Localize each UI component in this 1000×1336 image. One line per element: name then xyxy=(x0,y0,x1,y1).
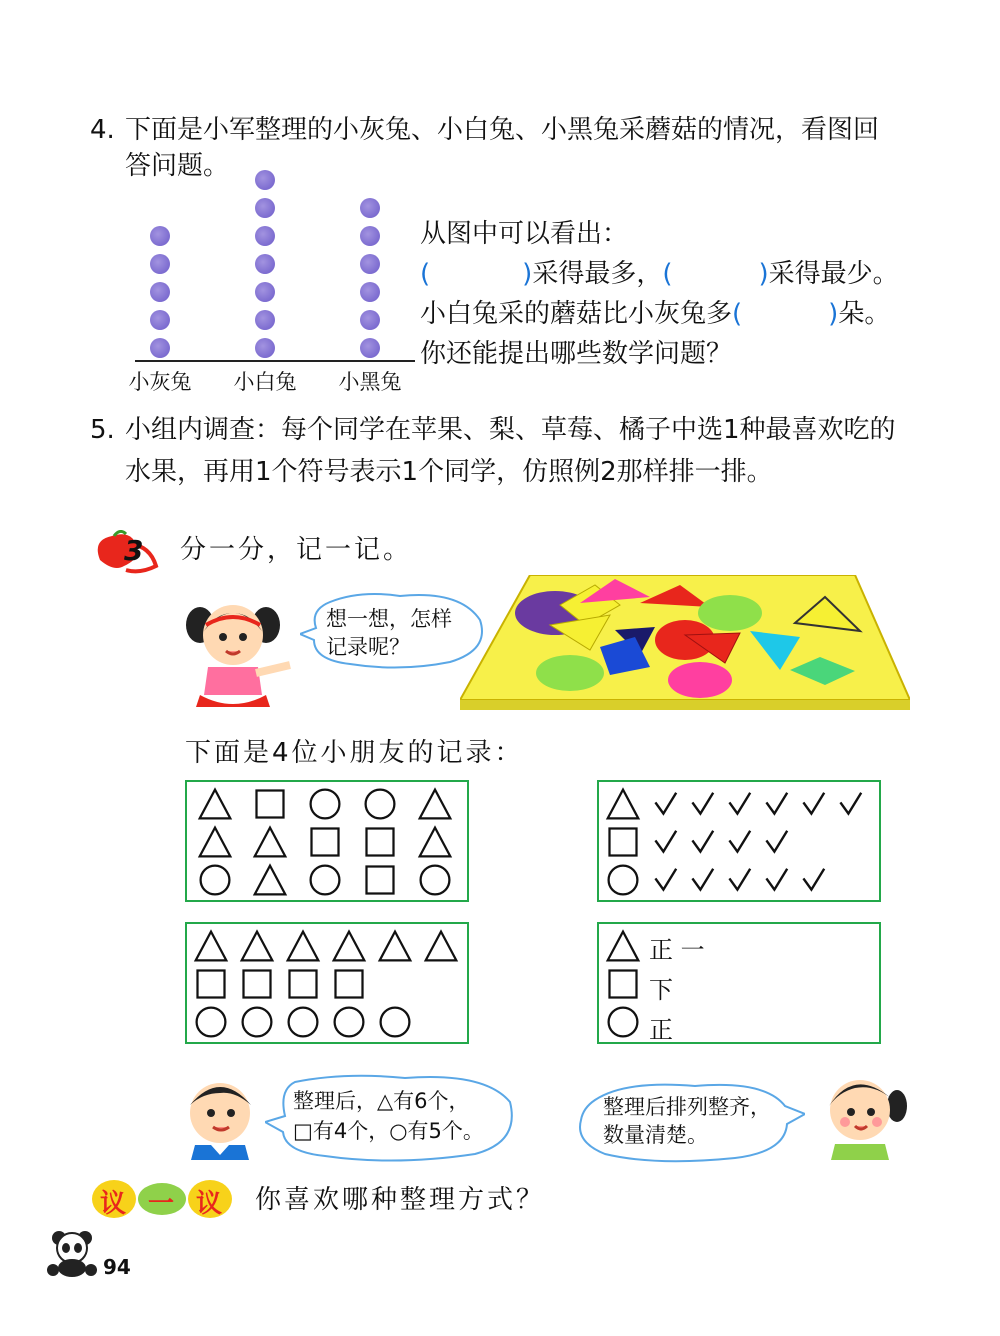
square-icon xyxy=(239,966,275,1002)
circle-icon xyxy=(285,1004,321,1040)
pictograph-dot xyxy=(360,226,380,246)
checkmark-icon xyxy=(760,826,792,858)
girl-pointing-illustration xyxy=(180,595,300,715)
pictograph-dot xyxy=(150,282,170,302)
triangle-icon xyxy=(197,786,233,822)
pictograph-dot xyxy=(255,310,275,330)
checkmark-icon xyxy=(760,864,792,896)
square-icon xyxy=(362,824,398,860)
record-box-4 xyxy=(597,922,881,1044)
q4-extra-question: 你还能提出哪些数学问题？ xyxy=(420,339,733,369)
q4-intro: 从图中可以看出： xyxy=(420,219,629,249)
triangle-icon xyxy=(423,928,459,964)
q4-number: 4. xyxy=(90,115,115,145)
pictograph-dot xyxy=(150,254,170,274)
diff-prefix: 小白兔采的蘑菇比小灰兔多 xyxy=(420,299,733,329)
answer-paren-open: ( xyxy=(420,259,431,289)
discuss-char-2: 一 xyxy=(148,1189,175,1219)
circle-icon xyxy=(377,1004,413,1040)
triangle-icon xyxy=(377,928,413,964)
circle-icon xyxy=(362,786,398,822)
pictograph-dot xyxy=(360,338,380,358)
circle-icon xyxy=(331,1004,367,1040)
triangle-icon xyxy=(285,928,321,964)
square-icon xyxy=(605,824,641,860)
discuss-char-1: 议 xyxy=(100,1189,127,1219)
pictograph-dot xyxy=(360,254,380,274)
answer-paren-close: ) xyxy=(828,299,839,329)
triangle-icon xyxy=(252,862,288,898)
square-icon xyxy=(252,786,288,822)
pictograph-dot xyxy=(360,282,380,302)
record-box-1 xyxy=(185,780,469,902)
square-icon xyxy=(331,966,367,1002)
circle-icon xyxy=(193,1004,229,1040)
answer-paren-open: ( xyxy=(732,299,743,329)
pictograph-dot xyxy=(150,226,170,246)
triangle-icon xyxy=(605,928,641,964)
triangle-icon xyxy=(193,928,229,964)
pictograph-dot xyxy=(255,282,275,302)
circle-icon xyxy=(605,1004,641,1040)
chart-category-label: 小白兔 xyxy=(233,370,297,394)
example-title: 分一分，记一记。 xyxy=(180,535,413,565)
checkmark-icon xyxy=(723,864,755,896)
record-box-2 xyxy=(597,780,881,902)
circle-icon xyxy=(197,862,233,898)
square-icon xyxy=(307,824,343,860)
tally-circle: 正 xyxy=(649,1016,673,1044)
pictograph-dot xyxy=(255,338,275,358)
pictograph-chart xyxy=(120,160,410,394)
example-number: 3 xyxy=(124,534,144,567)
circle-icon xyxy=(239,1004,275,1040)
triangle-icon xyxy=(417,824,453,860)
checkmark-icon xyxy=(649,864,681,896)
discuss-char-3: 议 xyxy=(196,1189,223,1219)
records-intro: 下面是4位小朋友的记录： xyxy=(185,738,524,768)
triangle-icon xyxy=(417,786,453,822)
q5-number: 5. xyxy=(90,415,115,445)
page-number: 94 xyxy=(103,1255,131,1279)
checkmark-icon xyxy=(834,788,866,820)
checkmark-icon xyxy=(760,788,792,820)
checkmark-icon xyxy=(797,864,829,896)
checkmark-icon xyxy=(686,864,718,896)
discuss-badge xyxy=(92,1178,232,1220)
circle-icon xyxy=(307,862,343,898)
least-suffix: 采得最少。 xyxy=(768,259,899,289)
q4-line1: 下面是小军整理的小灰兔、小白兔、小黑兔采蘑菇的情况，看图回 xyxy=(125,115,880,145)
discuss-question: 你喜欢哪种整理方式？ xyxy=(255,1185,546,1215)
girl2-speech-bubble xyxy=(575,1080,805,1165)
triangle-icon xyxy=(605,786,641,822)
checkmark-icon xyxy=(686,826,718,858)
panda-icon xyxy=(45,1228,100,1278)
q4-most-line xyxy=(420,254,899,294)
checkmark-icon xyxy=(723,826,755,858)
girl-bubble-line1: 想一想，怎样 xyxy=(326,607,452,631)
q5-line2: 水果，再用1个符号表示1个同学，仿照例2那样排一排。 xyxy=(125,457,773,487)
pictograph-dot xyxy=(150,310,170,330)
girl-bubble-line2: 记录呢？ xyxy=(326,635,410,659)
boy-bubble-line2: □有4个，○有5个。 xyxy=(293,1119,484,1143)
answer-paren-close: ) xyxy=(522,259,533,289)
triangle-icon xyxy=(239,928,275,964)
answer-paren-close: ) xyxy=(758,259,769,289)
square-icon xyxy=(285,966,321,1002)
boy-illustration xyxy=(175,1075,265,1160)
checkmark-icon xyxy=(797,788,829,820)
boy-speech-bubble xyxy=(265,1072,520,1167)
most-suffix: 采得最多， xyxy=(532,259,663,289)
shapes-board-illustration xyxy=(460,575,910,710)
answer-paren-open: ( xyxy=(662,259,673,289)
circle-icon xyxy=(307,786,343,822)
girl2-bubble-line1: 整理后排列整齐， xyxy=(603,1095,771,1119)
tally-square: 下 xyxy=(649,976,673,1004)
square-icon xyxy=(193,966,229,1002)
triangle-icon xyxy=(331,928,367,964)
triangle-icon xyxy=(252,824,288,860)
chart-category-label: 小灰兔 xyxy=(128,370,192,394)
diff-suffix: 朵。 xyxy=(838,299,891,329)
pictograph-dot xyxy=(255,170,275,190)
girl2-illustration xyxy=(815,1070,910,1160)
q5-line1: 小组内调查：每个同学在苹果、梨、草莓、橘子中选1种最喜欢吃的 xyxy=(125,415,896,445)
pictograph-dot xyxy=(360,310,380,330)
q4-line2: 答问题。 xyxy=(125,151,230,181)
record-box-3 xyxy=(185,922,469,1044)
checkmark-icon xyxy=(649,826,681,858)
tally-triangle: 正 一 xyxy=(649,936,705,964)
square-icon xyxy=(605,966,641,1002)
girl2-bubble-line2: 数量清楚。 xyxy=(603,1123,708,1147)
boy-bubble-line1: 整理后，△有6个， xyxy=(293,1089,470,1113)
checkmark-icon xyxy=(649,788,681,820)
pictograph-dot xyxy=(255,226,275,246)
circle-icon xyxy=(417,862,453,898)
chart-category-label: 小黑兔 xyxy=(338,370,402,394)
circle-icon xyxy=(605,862,641,898)
square-icon xyxy=(362,862,398,898)
pictograph-dot xyxy=(255,198,275,218)
example-badge-icon xyxy=(90,530,162,576)
checkmark-icon xyxy=(686,788,718,820)
chart-baseline xyxy=(135,360,415,362)
q4-diff-line xyxy=(420,294,890,334)
pictograph-dot xyxy=(255,254,275,274)
triangle-icon xyxy=(197,824,233,860)
pictograph-dot xyxy=(150,338,170,358)
checkmark-icon xyxy=(723,788,755,820)
pictograph-dot xyxy=(360,198,380,218)
